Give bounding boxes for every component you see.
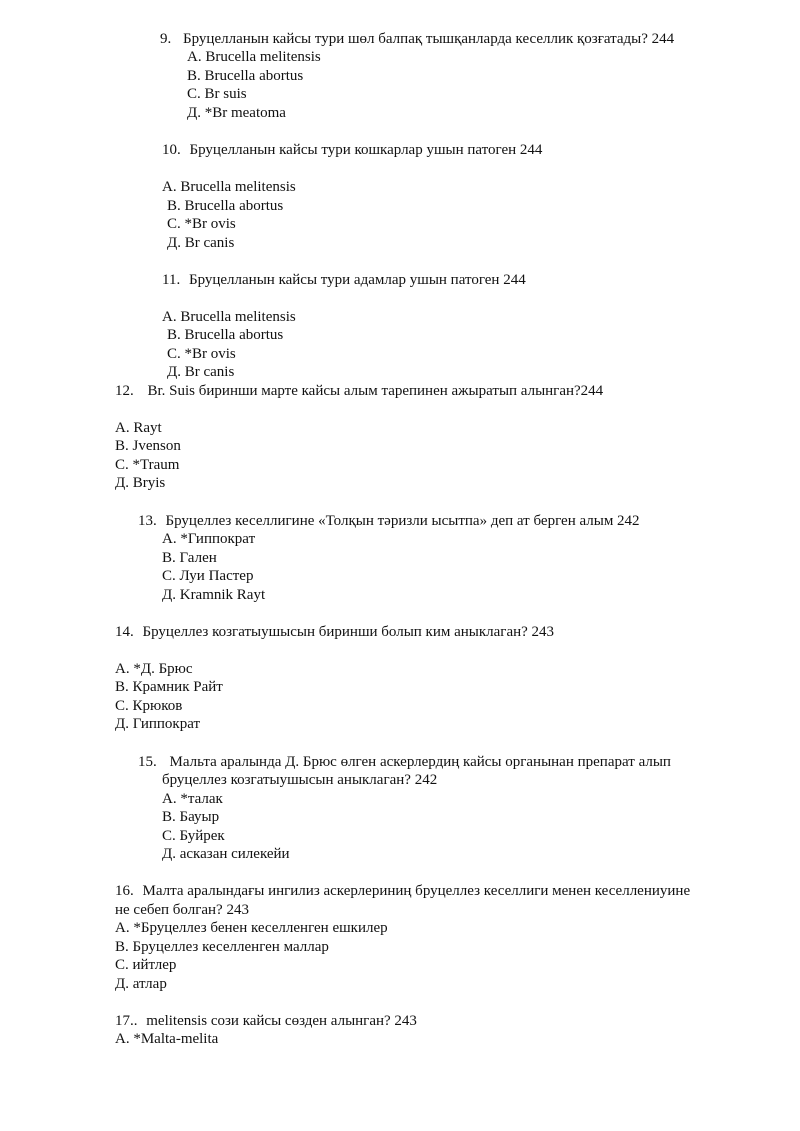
question-number: 13.	[138, 513, 157, 529]
option: Д. Гиппократ	[115, 716, 201, 732]
question-number: 11.	[162, 272, 181, 288]
question-number: 15.	[138, 754, 157, 770]
question-text: Бруцеллез кеселлигине «Толқын тәризли ысытпа» деп ат берген алым 242	[165, 513, 640, 529]
option: B. Brucella abortus	[167, 198, 284, 214]
option: A. *Malta-melita	[115, 1031, 219, 1047]
question-12	[115, 382, 603, 400]
option: B. Brucella abortus	[167, 327, 284, 343]
option: Д. Br canis	[167, 235, 235, 251]
option: B. Гален	[162, 550, 217, 566]
question-11	[162, 271, 526, 289]
option: Д. Br canis	[167, 364, 235, 380]
option: C. *Traum	[115, 457, 180, 473]
question-text-continued: бруцеллез козгатыушысын аныклаган? 242	[162, 772, 438, 788]
option: Д. *Br meatoma	[187, 105, 286, 121]
question-number: 17..	[115, 1013, 138, 1029]
option: A. Rayt	[115, 420, 162, 436]
option: A. Brucella melitensis	[162, 309, 296, 325]
question-16	[115, 882, 690, 900]
option: C. Br suis	[187, 86, 247, 102]
option: Д. Kramnik Rayt	[162, 587, 266, 603]
option: B. Бруцеллез кеселленген маллар	[115, 939, 329, 955]
question-text: Бруцелланын кайсы тури кошкарлар ушын патоген 244	[189, 142, 543, 158]
option: Д. асказан силекейи	[162, 846, 290, 862]
question-text-continued: не себеп болган? 243	[115, 902, 249, 918]
question-text: melitensis сози кайсы сөзден алынган? 243	[146, 1013, 417, 1029]
option: A. *Гиппократ	[162, 531, 256, 547]
option: A. *Д. Брюс	[115, 661, 193, 677]
question-13	[138, 512, 640, 530]
question-number: 12.	[115, 383, 134, 399]
question-text: Бруцеллез козгатыушысын биринши болып ким аныклаган? 243	[142, 624, 555, 640]
option: B. Крамник Райт	[115, 679, 223, 695]
option: A. *Бруцеллез бенен кеселленген ешкилер	[115, 920, 388, 936]
question-14	[115, 623, 554, 641]
option: A. Brucella melitensis	[162, 179, 296, 195]
question-15	[138, 753, 671, 771]
option: C. *Br ovis	[167, 346, 236, 362]
option: B. Brucella abortus	[187, 68, 304, 84]
question-number: 9.	[160, 31, 172, 47]
question-number: 10.	[162, 142, 181, 158]
question-17	[115, 1012, 417, 1030]
option: Д. атлар	[115, 976, 167, 992]
question-10	[162, 141, 542, 159]
option: B. Jvenson	[115, 438, 181, 454]
question-text: Мальта аралында Д. Брюс өлген аскерлердиң кайсы органынан препарат алып	[169, 754, 671, 770]
option: C. Буйрек	[162, 828, 225, 844]
option: A. Brucella melitensis	[187, 49, 321, 65]
option: A. *талак	[162, 791, 223, 807]
option: C. *Br ovis	[167, 216, 236, 232]
option: B. Бауыр	[162, 809, 220, 825]
question-text: Бруцелланын кайсы тури адамлар ушын патоген 244	[188, 272, 526, 288]
question-9	[160, 30, 674, 48]
option: C. Крюков	[115, 698, 183, 714]
option: Д. Bryis	[115, 475, 166, 491]
question-text: Малта аралындағы ингилиз аскерлериниң бруцеллез кеселлиги менен кеселлениуине	[142, 883, 691, 899]
question-number: 14.	[115, 624, 134, 640]
question-text: Бруцелланын кайсы тури шөл балпақ тышқанларда кеселлик қозғатады? 244	[183, 31, 675, 47]
option: C. Луи Пастер	[162, 568, 254, 584]
question-number: 16.	[115, 883, 134, 899]
question-text: Br. Suis биринши марте кайсы алым тарепинен ажыратып алынган?244	[147, 383, 604, 399]
option: C. ийтлер	[115, 957, 177, 973]
